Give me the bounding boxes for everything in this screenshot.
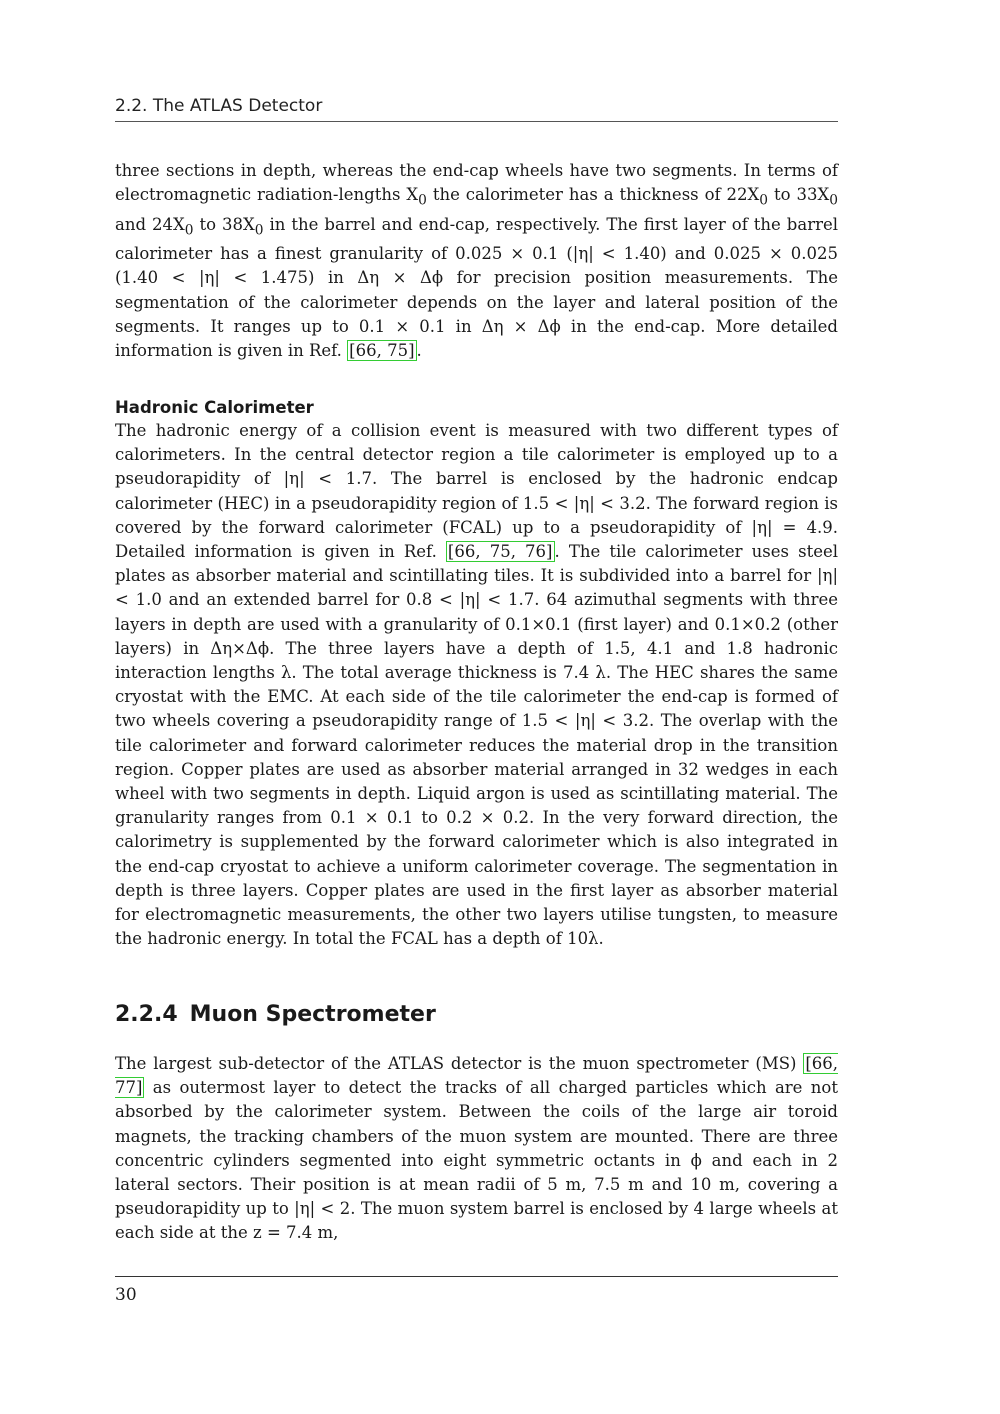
muon-text — [115, 1052, 838, 1246]
intro-text-2: the calorimeter has a thickness of 22X — [426, 185, 760, 205]
intro-text-end: . — [416, 341, 422, 361]
hadronic-text-1: The hadronic energy of a collision event is measured with two different types of calorimeters. In the central detector region a tile calorimeter is employed up to a pseudorapidity of |η| < 1.7. The barrel is enclosed by the hadronic endcap calorimeter (HEC) in a pseudorapidity region of 1.5 < |η| < 3.2. The forward region is covered by the forward calorimeter (FCAL) up to a pseudorapidity of |η| = 4.9. Detailed information is given in Ref. — [115, 421, 838, 562]
hadronic-calorimeter-section — [115, 397, 838, 951]
section-heading — [115, 1000, 838, 1030]
page-number: 30 — [115, 1285, 137, 1305]
intro-text-5: to 38X — [193, 214, 255, 234]
intro-text-3: to 33X — [768, 185, 830, 205]
x0-subscript: 0 — [418, 192, 427, 209]
intro-paragraph — [115, 159, 838, 363]
x0-subscript: 0 — [254, 222, 264, 238]
x0-subscript: 0 — [829, 192, 838, 209]
hadronic-text-2: . The tile calorimeter uses steel plates as absorber material and scintillating tiles. It is subdivided into a barrel for |η| < 1.0 and an extended barrel for 0.8 < |η| < 1.7. 64 azimuthal segments with three layers in depth are used with a granularity of 0.1×0.1 (first layer) and 0.1×0.2 (other layers) in Δη×Δϕ. The three layers have a depth of 1.5, 4.1 and 1.8 hadronic interaction lengths λ. The total average thickness is 7.4 λ. The HEC shares the same cryostat with the EMC. At each side of the tile calorimeter the end-cap is formed of two wheels covering a pseudorapidity range of 1.5 < |η| < 3.2. The overlap with the tile calorimeter and forward calorimeter reduces the material drop in the transition region. Copper plates are used as absorber material arranged in 32 wedges in each wheel with two segments in depth. Liquid argon is used as scintillating material. The granularity ranges from 0.1 × 0.1 to 0.2 × 0.2. In the very forward direction, the calorimetry is supplemented by the forward calorimeter which is also integrated in the end-cap cryostat to achieve a uniform calorimeter coverage. The segmentation in depth is three layers. Copper plates are used in the first layer as absorber material for electromagnetic measurements, the other two layers utilise tungsten, to measure the hadronic energy. In total the FCAL has a depth of 10λ. — [115, 542, 839, 949]
muon-paragraph — [115, 1052, 838, 1246]
hadronic-paragraph — [115, 419, 838, 951]
citation-link[interactable]: [66, 75] — [349, 341, 415, 361]
citation-link[interactable]: [66, 75, 76] — [447, 542, 553, 562]
header-rule — [115, 121, 838, 122]
intro-text — [115, 159, 838, 363]
citation-link[interactable]: [66, 77] — [115, 1054, 838, 1098]
hadronic-heading: Hadronic Calorimeter — [115, 398, 314, 417]
running-header: 2.2. The ATLAS Detector — [115, 96, 323, 116]
intro-text-1: three sections in depth, whereas the end-cap wheels have two segments. In terms of electromagnetic radiation-lengths X — [115, 161, 838, 205]
intro-text-6: in the barrel and end-cap, respectively. The first layer of the barrel calorimeter has a finest granularity of 0.025 × 0.1 (|η| < 1.40) and 0.025 × 0.025 (1.40 < |η| < 1.475) in Δη × Δϕ for precision position measurements. The segmentation of the calorimeter depends on the layer and lateral position of the segments. It ranges up to 0.1 × 0.1 in Δη × Δϕ in the end-cap. More detailed information is given in Ref. — [115, 214, 839, 361]
x0-subscript: 0 — [759, 192, 769, 209]
footer-rule — [115, 1276, 838, 1277]
muon-text-1: The largest sub-detector of the ATLAS detector is the muon spectrometer (MS) — [115, 1054, 804, 1073]
section-number: 2.2.4 — [115, 1002, 178, 1027]
section-title: Muon Spectrometer — [189, 1002, 436, 1027]
muon-text-2: as outermost layer to detect the tracks of all charged particles which are not absorbed by the calorimeter system. Between the coils of the large air toroid magnets, the tracking chambers of the muon system are mounted. There are three concentric cylinders segmented into eight symmetric octants in ϕ and each in 2 lateral sectors. Their position is at mean radii of 5 m, 7.5 m and 10 m, covering a pseudorapidity up to |η| < 2. The muon system barrel is enclosed by 4 large wheels at each side at the z = 7.4 m, — [115, 1078, 838, 1243]
intro-text-4: and 24X — [115, 214, 185, 234]
x0-subscript: 0 — [184, 222, 194, 238]
